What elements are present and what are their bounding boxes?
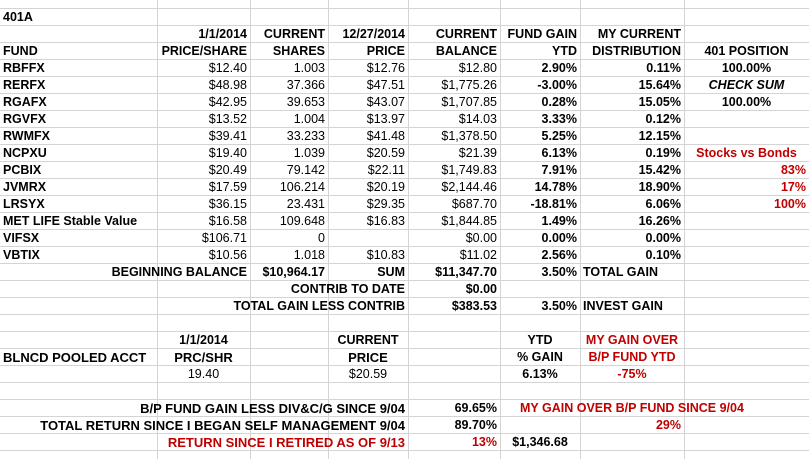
header-price-share[interactable]: PRICE/SHARE — [161, 44, 247, 58]
fund-gain-ytd[interactable]: 1.49% — [541, 214, 577, 228]
pooled-my-gain-over[interactable]: MY GAIN OVER — [585, 333, 679, 347]
fund-balance[interactable]: $1,844.85 — [441, 214, 497, 228]
header-current-2[interactable]: CURRENT — [435, 27, 497, 41]
fund-shares[interactable]: 79.142 — [286, 163, 325, 177]
pooled-pct-gain[interactable]: % GAIN — [517, 350, 563, 364]
header-shares[interactable]: SHARES — [272, 44, 325, 58]
fund-balance[interactable]: $2,144.46 — [441, 180, 497, 194]
beginning-balance-label[interactable]: BEGINNING BALANCE — [111, 265, 247, 279]
fund-gain-ytd[interactable]: 3.33% — [541, 112, 577, 126]
fund-shares[interactable]: 23.431 — [286, 197, 325, 211]
fund-shares[interactable]: 1.039 — [293, 146, 325, 160]
fund-current-price[interactable]: $43.07 — [366, 95, 405, 109]
fund-current-price[interactable]: $47.51 — [366, 78, 405, 92]
pooled-my-gain[interactable]: -75% — [617, 367, 647, 381]
retired-return-label[interactable]: RETURN SINCE I RETIRED AS OF 9/13 — [167, 435, 405, 450]
header-date-end[interactable]: 12/27/2014 — [342, 27, 405, 41]
fund-name[interactable]: VBTIX — [3, 248, 40, 262]
fund-start-price[interactable]: $36.15 — [208, 197, 247, 211]
fund-distribution[interactable]: 15.05% — [638, 95, 681, 109]
total-less-contrib-label[interactable]: TOTAL GAIN LESS CONTRIB — [233, 299, 405, 313]
fund-distribution[interactable]: 18.90% — [638, 180, 681, 194]
pooled-date[interactable]: 1/1/2014 — [179, 333, 228, 347]
pooled-gain[interactable]: 6.13% — [522, 367, 558, 381]
fund-name[interactable]: RWMFX — [3, 129, 50, 143]
fund-balance[interactable]: $12.80 — [458, 61, 497, 75]
fund-current-price[interactable]: $41.48 — [366, 129, 405, 143]
fund-distribution[interactable]: 0.19% — [645, 146, 681, 160]
sheet-title[interactable]: 401A — [3, 10, 33, 24]
header-distribution[interactable]: DISTRIBUTION — [592, 44, 681, 58]
fund-name[interactable]: RGVFX — [3, 112, 47, 126]
fund-gain-ytd[interactable]: 6.13% — [541, 146, 577, 160]
retired-return-amount[interactable]: $1,346.68 — [512, 435, 568, 449]
bp-fund-gain-label[interactable]: B/P FUND GAIN LESS DIV&C/G SINCE 9/04 — [140, 401, 405, 416]
bonds-pct[interactable]: 17% — [780, 180, 806, 194]
fund-name[interactable]: VIFSX — [3, 231, 40, 245]
fund-start-price[interactable]: $39.41 — [208, 129, 247, 143]
fund-gain-ytd[interactable]: 0.00% — [541, 231, 577, 245]
fund-balance[interactable]: $687.70 — [451, 197, 497, 211]
fund-distribution[interactable]: 16.26% — [638, 214, 681, 228]
fund-name[interactable]: PCBIX — [3, 163, 42, 177]
total-gain-pct[interactable]: 3.50% — [541, 265, 577, 279]
retired-return-pct[interactable]: 13% — [471, 435, 497, 449]
sum-value[interactable]: $11,347.70 — [435, 265, 497, 279]
fund-name[interactable]: RERFX — [3, 78, 46, 92]
fund-distribution[interactable]: 15.64% — [638, 78, 681, 92]
fund-shares[interactable]: 109.648 — [279, 214, 325, 228]
position-value-1[interactable]: 100.00% — [721, 61, 772, 75]
fund-distribution[interactable]: 0.00% — [645, 231, 681, 245]
header-fund[interactable]: FUND — [3, 44, 38, 58]
fund-shares[interactable]: 37.366 — [286, 78, 325, 92]
fund-start-price[interactable]: $13.52 — [208, 112, 247, 126]
fund-distribution[interactable]: 0.12% — [645, 112, 681, 126]
total-less-contrib-value[interactable]: $383.53 — [451, 299, 497, 313]
stocks-pct[interactable]: 83% — [780, 163, 806, 177]
stocks-vs-bonds-label[interactable]: Stocks vs Bonds — [696, 146, 797, 160]
header-current-1[interactable]: CURRENT — [263, 27, 325, 41]
fund-balance[interactable]: $14.03 — [458, 112, 497, 126]
fund-current-price[interactable]: $20.19 — [366, 180, 405, 194]
header-fund-gain[interactable]: FUND GAIN — [507, 27, 577, 41]
invest-gain-label[interactable]: INVEST GAIN — [583, 299, 663, 313]
fund-start-price[interactable]: $12.40 — [208, 61, 247, 75]
header-ytd[interactable]: YTD — [552, 44, 577, 58]
fund-start-price[interactable]: $42.95 — [208, 95, 247, 109]
bp-fund-gain-value[interactable]: 69.65% — [454, 401, 497, 415]
fund-current-price[interactable]: $16.83 — [366, 214, 405, 228]
fund-gain-ytd[interactable]: -18.81% — [530, 197, 577, 211]
pooled-prc-shr[interactable]: PRC/SHR — [174, 350, 233, 365]
pooled-bp-fund-ytd[interactable]: B/P FUND YTD — [588, 350, 676, 364]
invest-gain-pct[interactable]: 3.50% — [541, 299, 577, 313]
fund-gain-ytd[interactable]: -3.00% — [537, 78, 577, 92]
fund-gain-ytd[interactable]: 2.56% — [541, 248, 577, 262]
header-my-current[interactable]: MY CURRENT — [597, 27, 681, 41]
fund-start-price[interactable]: $20.49 — [208, 163, 247, 177]
my-gain-since-value[interactable]: 29% — [655, 418, 681, 432]
fund-distribution[interactable]: 0.10% — [645, 248, 681, 262]
fund-shares[interactable]: 1.004 — [293, 112, 325, 126]
pooled-price-label[interactable]: PRICE — [348, 350, 388, 365]
header-date-start[interactable]: 1/1/2014 — [198, 27, 247, 41]
fund-current-price[interactable] — [328, 230, 408, 247]
fund-shares[interactable]: 106.214 — [279, 180, 325, 194]
fund-gain-ytd[interactable]: 0.28% — [541, 95, 577, 109]
fund-current-price[interactable]: $29.35 — [366, 197, 405, 211]
fund-shares[interactable]: 1.018 — [293, 248, 325, 262]
fund-shares[interactable]: 39.653 — [286, 95, 325, 109]
fund-balance[interactable]: $11.02 — [459, 248, 497, 262]
fund-current-price[interactable]: $10.83 — [366, 248, 405, 262]
fund-current-price[interactable]: $20.59 — [366, 146, 405, 160]
fund-name[interactable]: JVMRX — [3, 180, 47, 194]
fund-start-price[interactable]: $10.56 — [208, 248, 247, 262]
my-gain-since-label[interactable]: MY GAIN OVER B/P FUND SINCE 9/04 — [520, 401, 744, 415]
header-price[interactable]: PRICE — [366, 44, 405, 58]
total-pct[interactable]: 100% — [774, 197, 806, 211]
fund-name[interactable]: MET LIFE Stable Value — [3, 214, 138, 228]
pooled-ytd[interactable]: YTD — [527, 333, 553, 347]
fund-balance[interactable]: $0.00 — [465, 231, 497, 245]
fund-gain-ytd[interactable]: 14.78% — [534, 180, 577, 194]
fund-name[interactable]: RBFFX — [3, 61, 45, 75]
fund-shares[interactable]: 1.003 — [293, 61, 325, 75]
fund-name[interactable]: RGAFX — [3, 95, 47, 109]
check-sum-label[interactable]: CHECK SUM — [708, 78, 785, 92]
fund-balance[interactable]: $1,775.26 — [441, 78, 497, 92]
fund-start-price[interactable]: $17.59 — [208, 180, 247, 194]
fund-shares[interactable]: 33.233 — [286, 129, 325, 143]
fund-start-price[interactable]: $19.40 — [208, 146, 247, 160]
fund-gain-ytd[interactable]: 2.90% — [541, 61, 577, 75]
pooled-label[interactable]: BLNCD POOLED ACCT — [3, 350, 147, 365]
fund-shares[interactable]: 0 — [318, 231, 325, 245]
fund-balance[interactable]: $1,749.83 — [441, 163, 497, 177]
fund-current-price[interactable]: $13.97 — [366, 112, 405, 126]
sum-label[interactable]: SUM — [377, 265, 405, 279]
contrib-value[interactable]: $0.00 — [465, 282, 497, 296]
fund-distribution[interactable]: 6.06% — [645, 197, 681, 211]
contrib-label[interactable]: CONTRIB TO DATE — [290, 282, 405, 296]
fund-start-price[interactable]: $48.98 — [208, 78, 247, 92]
fund-distribution[interactable]: 15.42% — [638, 163, 681, 177]
fund-name[interactable]: NCPXU — [3, 146, 47, 160]
fund-distribution[interactable]: 0.11% — [646, 61, 681, 75]
pooled-start-price[interactable]: 19.40 — [187, 367, 220, 381]
fund-balance[interactable]: $21.39 — [458, 146, 497, 160]
total-gain-label[interactable]: TOTAL GAIN — [583, 265, 658, 279]
total-return-value[interactable]: 89.70% — [454, 418, 497, 432]
pooled-cur-price[interactable]: $20.59 — [348, 367, 388, 381]
fund-start-price[interactable]: $16.58 — [208, 214, 247, 228]
fund-name[interactable]: LRSYX — [3, 197, 45, 211]
fund-current-price[interactable]: $12.76 — [366, 61, 405, 75]
fund-balance[interactable]: $1,707.85 — [441, 95, 497, 109]
fund-start-price[interactable]: $106.71 — [201, 231, 247, 245]
total-return-label[interactable]: TOTAL RETURN SINCE I BEGAN SELF MANAGEMENT 9/04 — [40, 418, 405, 433]
fund-balance[interactable]: $1,378.50 — [441, 129, 497, 143]
beginning-balance-value[interactable]: $10,964.17 — [262, 265, 325, 279]
pooled-current[interactable]: CURRENT — [337, 333, 399, 347]
fund-current-price[interactable]: $22.11 — [367, 163, 405, 177]
header-401-position[interactable]: 401 POSITION — [704, 44, 789, 58]
fund-gain-ytd[interactable]: 5.25% — [541, 129, 577, 143]
fund-distribution[interactable]: 12.15% — [638, 129, 681, 143]
fund-gain-ytd[interactable]: 7.91% — [541, 163, 577, 177]
header-balance[interactable]: BALANCE — [435, 44, 497, 58]
position-value-2[interactable]: 100.00% — [721, 95, 772, 109]
